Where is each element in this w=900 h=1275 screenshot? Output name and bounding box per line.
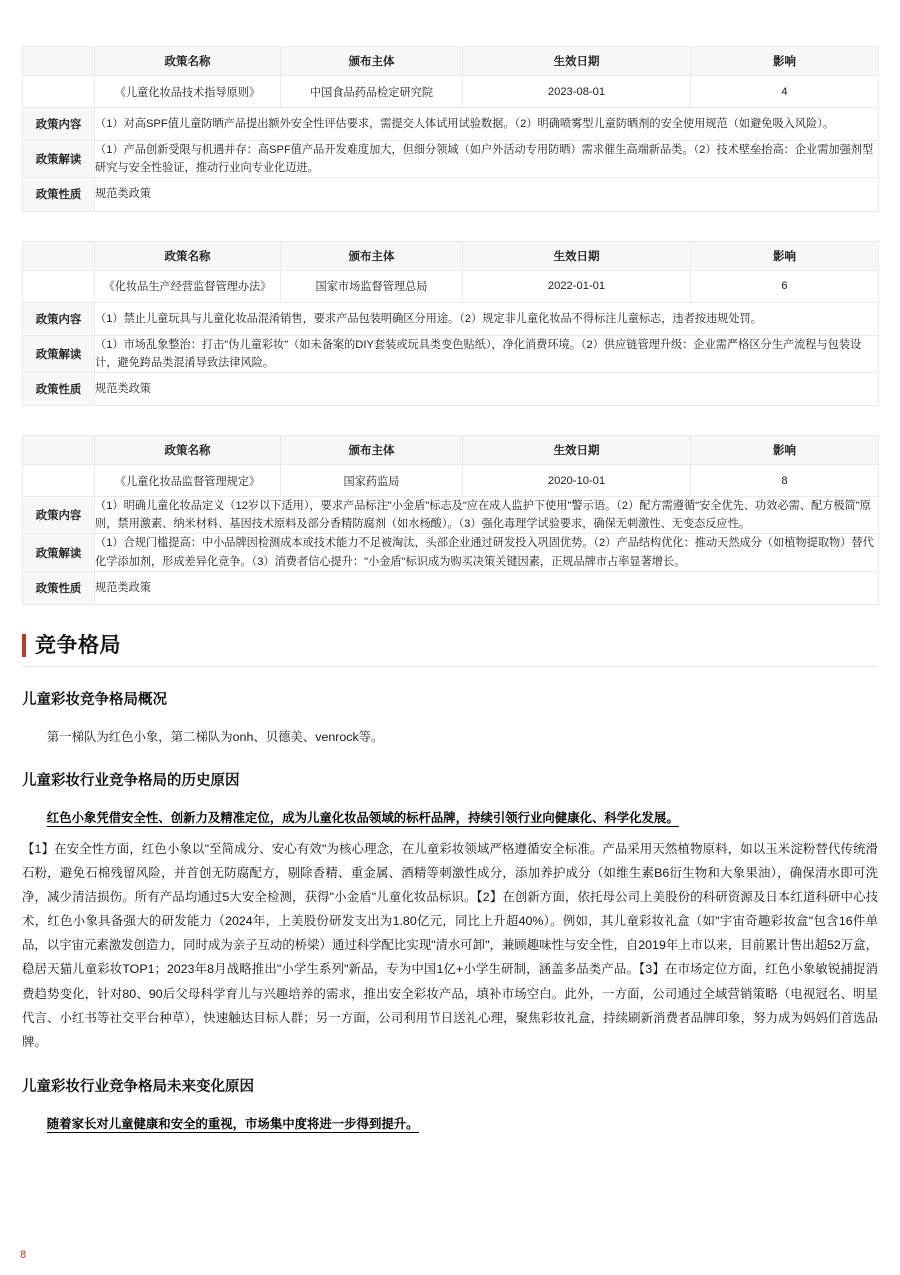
table-row — [23, 76, 879, 108]
column-header-issuer: 颁布主体 — [281, 241, 463, 270]
row-label-interpretation: 政策解读 — [23, 141, 95, 178]
subsection-heading-future: 儿童彩妆行业竞争格局未来变化原因 — [22, 1079, 254, 1096]
column-header-effective-date: 生效日期 — [463, 436, 691, 465]
column-header-effective-date: 生效日期 — [463, 241, 691, 270]
policy-interpretation: （1）市场乱象整治：打击"伪儿童彩妆"（如未备案的DIY套装或玩具类变色贴纸），净化消费环境。（2）供应链管理升级：企业需严格区分生产流程与包装设计，避免跨品类混淆导致法律风险。 — [95, 335, 879, 372]
section-title: 竞争格局 — [35, 633, 121, 657]
row-label-interpretation: 政策解读 — [23, 335, 95, 372]
column-header-issuer: 颁布主体 — [281, 436, 463, 465]
header-spacer-cell — [23, 436, 95, 465]
table-row — [23, 108, 879, 141]
section-accent-bar-icon — [22, 634, 26, 657]
row-label-content: 政策内容 — [23, 302, 95, 335]
table-header-row — [23, 47, 879, 76]
policy-table — [22, 241, 879, 407]
policy-issuer: 国家市场监督管理总局 — [281, 270, 463, 302]
table-row — [23, 178, 879, 211]
policy-nature: 规范类政策 — [95, 178, 879, 211]
policy-impact: 8 — [691, 465, 879, 497]
policy-content: （1）明确儿童化妆品定义（12岁以下适用），要求产品标注"小金盾"标志及"应在成人监护下使用"警示语。（2）配方需遵循"安全优先、功效必需、配方极简"原则，禁用激素、纳米材料、基因技术原料及部分香精防腐剂（如水杨酸）。（3）强化毒理学试验要求，确保无刺激性、无变态反应性。 — [95, 497, 879, 534]
header-spacer-cell — [23, 241, 95, 270]
column-header-impact: 影响 — [691, 47, 879, 76]
table-row — [23, 141, 879, 178]
table-row — [23, 497, 879, 534]
policy-nature: 规范类政策 — [95, 571, 879, 604]
policy-table — [22, 46, 879, 212]
emphasis-underline-text: 随着家长对儿童健康和安全的重视，市场集中度将进一步得到提升。 — [46, 1117, 419, 1132]
subsection-heading-history: 儿童彩妆行业竞争格局的历史原因 — [22, 773, 240, 790]
table-row — [23, 571, 879, 604]
row-label-nature: 政策性质 — [23, 372, 95, 405]
row-label-content: 政策内容 — [23, 497, 95, 534]
column-header-issuer: 颁布主体 — [281, 47, 463, 76]
policy-effective-date: 2023-08-01 — [463, 76, 691, 108]
policy-content: （1）禁止儿童玩具与儿童化妆品混淆销售，要求产品包装明确区分用途。（2）规定非儿童化妆品不得标注儿童标志，违者按违规处罚。 — [95, 302, 879, 335]
row-label-content: 政策内容 — [23, 108, 95, 141]
policy-impact: 6 — [691, 270, 879, 302]
table-row — [23, 302, 879, 335]
column-header-name: 政策名称 — [95, 241, 281, 270]
policy-content: （1）对高SPF值儿童防晒产品提出额外安全性评估要求，需提交人体试用试验数据。（2）明确喷雾型儿童防晒剂的安全使用规范（如避免吸入风险）。 — [95, 108, 879, 141]
policy-name: 《化妆品生产经营监督管理办法》 — [95, 270, 281, 302]
column-header-impact: 影响 — [691, 241, 879, 270]
subsection-lead-overview: 第一梯队为红色小象，第二梯队为onh、贝德美、venrock等。 — [46, 729, 384, 744]
policy-name: 《儿童化妆品技术指导原则》 — [95, 76, 281, 108]
subsection-heading-overview: 儿童彩妆竞争格局概况 — [22, 691, 167, 708]
emphasis-underline-text: 红色小象凭借安全性、创新力及精准定位，成为儿童化妆品领域的标杆品牌，持续引领行业向健康化、科学化发展。 — [46, 811, 679, 826]
policy-name: 《儿童化妆品监督管理规定》 — [95, 465, 281, 497]
row-label-nature: 政策性质 — [23, 571, 95, 604]
column-header-impact: 影响 — [691, 436, 879, 465]
policy-effective-date: 2020-10-01 — [463, 465, 691, 497]
subsection-emphasis-future — [22, 1113, 878, 1135]
policy-interpretation: （1）合规门槛提高：中小品牌因检测成本或技术能力不足被淘汰，头部企业通过研发投入巩固优势。（2）产品结构优化：推动天然成分（如植物提取物）替代化学添加剂，形成差异化竞争。（3）消费者信心提升："小金盾"标识成为购买决策关键因素，正规品牌市占率显著增长。 — [95, 534, 879, 571]
column-header-name: 政策名称 — [95, 436, 281, 465]
column-header-effective-date: 生效日期 — [463, 47, 691, 76]
table-row — [23, 534, 879, 571]
policy-issuer: 国家药监局 — [281, 465, 463, 497]
bottom-spacer — [22, 1135, 878, 1163]
policy-interpretation: （1）产品创新受限与机遇并存：高SPF值产品开发难度加大，但细分领域（如户外活动专用防晒）需求催生高端新品类。（2）技术壁垒抬高：企业需加强剂型研究与安全性验证，推动行业向专业化迈进。 — [95, 141, 879, 178]
section-heading — [22, 634, 878, 667]
subsection-body-history: 【1】在安全性方面，红色小象以"至简成分、安心有效"为核心理念，在儿童彩妆领域严格遵循安全标准。产品采用天然植物原料，如以玉米淀粉替代传统滑石粉，避免石棉残留风险，并首创无防腐配方，剔除香精、重金属、酒精等刺激性成分，添加养护成分（如维生素B6衍生物和大象果油），确保清水即可洗净，减少清洁损伤。所有产品均通过5大安全检测，获得"小金盾"儿童化妆品标识。【2】在创新方面，依托母公司上美股份的科研资源及日本红道科研中心技术，红色小象具备强大的研发能力（2024年，上美股份研发支出为1.80亿元，同比上升超40%）。例如，其儿童彩妆礼盒（如"宇宙奇趣彩妆盒"包含16件单品，以宇宙元素激发创造力，同时成为亲子互动的桥梁）通过科学配比实现"清水可卸"，兼顾趣味性与安全性，自2019年上市以来，目前累计售出超52万盒，稳居天猫儿童彩妆TOP1；2023年8月战略推出"小学生系列"新品，专为中国1亿+小学生研制，涵盖多品类产品。【3】在市场定位方面，红色小象敏锐捕捉消费趋势变化，针对80、90后父母科学育儿与兴趣培养的需求，推出安全彩妆产品，填补市场空白。此外，一方面，公司通过全域营销策略（电视冠名、明星代言、小红书等社交平台种草），快速触达目标人群；另一方面，公司利用节日送礼心理，聚焦彩妆礼盒，持续刷新消费者品牌印象，努力成为妈妈们首选品牌。 — [22, 841, 878, 1050]
row-spacer-cell — [23, 465, 95, 497]
table-row — [23, 335, 879, 372]
policy-issuer: 中国食品药品检定研究院 — [281, 76, 463, 108]
row-label-interpretation: 政策解读 — [23, 534, 95, 571]
row-label-nature: 政策性质 — [23, 178, 95, 211]
policy-impact: 4 — [691, 76, 879, 108]
table-row — [23, 465, 879, 497]
row-spacer-cell — [23, 76, 95, 108]
page-number: 8 — [20, 1249, 27, 1261]
policy-nature: 规范类政策 — [95, 372, 879, 405]
header-spacer-cell — [23, 47, 95, 76]
column-header-name: 政策名称 — [95, 47, 281, 76]
table-row — [23, 270, 879, 302]
policy-effective-date: 2022-01-01 — [463, 270, 691, 302]
table-header-row — [23, 241, 879, 270]
policy-table — [22, 435, 879, 605]
table-row — [23, 372, 879, 405]
subsection-emphasis-history — [22, 807, 878, 829]
table-header-row — [23, 436, 879, 465]
row-spacer-cell — [23, 270, 95, 302]
